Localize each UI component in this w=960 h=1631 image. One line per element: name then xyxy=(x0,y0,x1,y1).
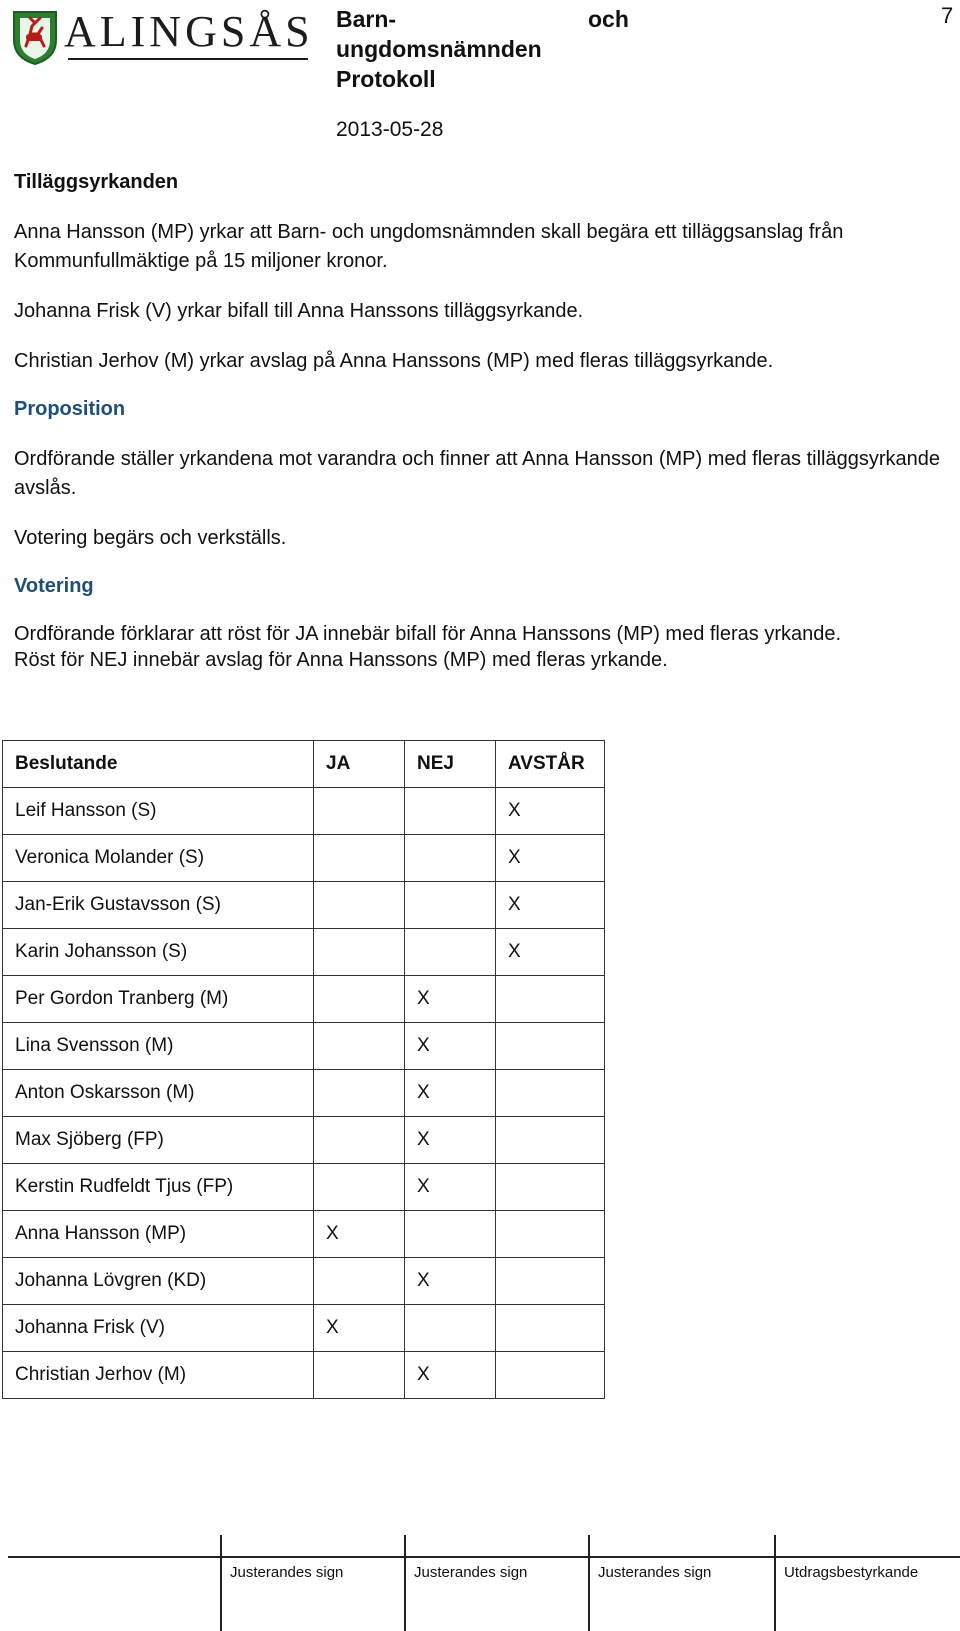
vote-nej xyxy=(405,835,496,882)
header-avstar: AVSTÅR xyxy=(496,741,605,788)
footer-divider xyxy=(588,1535,590,1631)
vote-avstar xyxy=(496,1164,605,1211)
member-name: Per Gordon Tranberg (M) xyxy=(3,976,314,1023)
table-row xyxy=(3,1117,605,1164)
vote-nej: X xyxy=(405,1023,496,1070)
vote-ja xyxy=(314,1352,405,1399)
table-row xyxy=(3,882,605,929)
table-row xyxy=(3,835,605,882)
vote-nej xyxy=(405,882,496,929)
heading-proposition: Proposition xyxy=(14,398,126,420)
vote-ja xyxy=(314,1023,405,1070)
paragraph-votering-begars: Votering begärs och verkställs. xyxy=(14,527,287,549)
member-name: Kerstin Rudfeldt Tjus (FP) xyxy=(3,1164,314,1211)
table-row xyxy=(3,1023,605,1070)
logo-rule xyxy=(68,58,308,60)
paragraph-tillaggsyrkande: Anna Hansson (MP) yrkar att Barn- och ungdomsnämnden skall begära ett tilläggsanslag från Kommunfullmäktige på 15 miljoner kronor. xyxy=(14,221,844,272)
footer-divider xyxy=(220,1535,222,1631)
member-name: Johanna Lövgren (KD) xyxy=(3,1258,314,1305)
table-row xyxy=(3,1211,605,1258)
vote-ja: X xyxy=(314,1305,405,1352)
vote-avstar xyxy=(496,1070,605,1117)
member-name: Jan-Erik Gustavsson (S) xyxy=(3,882,314,929)
coat-of-arms-icon xyxy=(12,10,58,66)
vote-nej xyxy=(405,929,496,976)
header-nej: NEJ xyxy=(405,741,496,788)
table-row xyxy=(3,1070,605,1117)
vote-table-header xyxy=(3,741,605,788)
vote-ja xyxy=(314,929,405,976)
vote-ja xyxy=(314,788,405,835)
table-row xyxy=(3,1164,605,1211)
document-body xyxy=(14,168,944,674)
table-row xyxy=(3,1305,605,1352)
table-row xyxy=(3,1258,605,1305)
footer-justerandes-sign-1: Justerandes sign xyxy=(230,1564,344,1581)
vote-avstar xyxy=(496,1117,605,1164)
member-name: Lina Svensson (M) xyxy=(3,1023,314,1070)
member-name: Leif Hansson (S) xyxy=(3,788,314,835)
vote-avstar xyxy=(496,1023,605,1070)
member-name: Christian Jerhov (M) xyxy=(3,1352,314,1399)
vote-nej: X xyxy=(405,1164,496,1211)
table-row xyxy=(3,1352,605,1399)
vote-avstar xyxy=(496,1211,605,1258)
document-title: Barn- ungdomsnämnden Protokoll xyxy=(336,6,542,92)
municipality-logo xyxy=(12,8,312,70)
table-row xyxy=(3,929,605,976)
paragraph-ja-innebar: Ordförande förklarar att röst för JA innebär bifall för Anna Hanssons (MP) med fleras yrkande. xyxy=(14,623,842,645)
vote-table xyxy=(2,740,605,1399)
vote-ja: X xyxy=(314,1211,405,1258)
document-title-och: och xyxy=(588,6,629,32)
table-row xyxy=(3,788,605,835)
heading-tillaggsyrkanden: Tilläggsyrkanden xyxy=(14,171,179,193)
vote-nej xyxy=(405,1305,496,1352)
member-name: Anton Oskarsson (M) xyxy=(3,1070,314,1117)
vote-nej xyxy=(405,1211,496,1258)
logo-wordmark: ALINGSÅS xyxy=(64,7,314,56)
paragraph-avslag: Christian Jerhov (M) yrkar avslag på Anna Hanssons (MP) med fleras tilläggsyrkande. xyxy=(14,350,774,372)
header-beslutande: Beslutande xyxy=(3,741,314,788)
vote-avstar xyxy=(496,1305,605,1352)
vote-ja xyxy=(314,835,405,882)
vote-avstar xyxy=(496,1352,605,1399)
vote-ja xyxy=(314,1258,405,1305)
member-name: Karin Johansson (S) xyxy=(3,929,314,976)
page-number: 7 xyxy=(941,3,954,28)
vote-nej: X xyxy=(405,976,496,1023)
vote-nej: X xyxy=(405,1117,496,1164)
member-name: Veronica Molander (S) xyxy=(3,835,314,882)
vote-nej: X xyxy=(405,1352,496,1399)
footer-divider xyxy=(404,1535,406,1631)
member-name: Anna Hansson (MP) xyxy=(3,1211,314,1258)
vote-ja xyxy=(314,882,405,929)
vote-avstar: X xyxy=(496,788,605,835)
vote-avstar: X xyxy=(496,929,605,976)
vote-ja xyxy=(314,1164,405,1211)
document-date: 2013-05-28 xyxy=(336,118,444,141)
footer-rule xyxy=(8,1556,960,1558)
footer-divider xyxy=(774,1535,776,1631)
vote-avstar: X xyxy=(496,835,605,882)
vote-nej xyxy=(405,788,496,835)
table-row xyxy=(3,976,605,1023)
footer-utdragsbestyrkande: Utdragsbestyrkande xyxy=(784,1564,919,1581)
vote-nej: X xyxy=(405,1070,496,1117)
vote-ja xyxy=(314,1070,405,1117)
member-name: Max Sjöberg (FP) xyxy=(3,1117,314,1164)
vote-avstar xyxy=(496,1258,605,1305)
vote-ja xyxy=(314,1117,405,1164)
footer-justerandes-sign-2: Justerandes sign xyxy=(414,1564,528,1581)
vote-nej: X xyxy=(405,1258,496,1305)
paragraph-bifall: Johanna Frisk (V) yrkar bifall till Anna Hanssons tilläggsyrkande. xyxy=(14,300,584,322)
vote-ja xyxy=(314,976,405,1023)
footer-justerandes-sign-3: Justerandes sign xyxy=(598,1564,712,1581)
vote-avstar xyxy=(496,976,605,1023)
vote-avstar: X xyxy=(496,882,605,929)
member-name: Johanna Frisk (V) xyxy=(3,1305,314,1352)
header-ja: JA xyxy=(314,741,405,788)
paragraph-proposition: Ordförande ställer yrkandena mot varandra och finner att Anna Hansson (MP) med fleras tilläggsyrkande avslås. xyxy=(14,448,941,499)
heading-votering: Votering xyxy=(14,575,94,597)
paragraph-nej-innebar: Röst för NEJ innebär avslag för Anna Hanssons (MP) med fleras yrkande. xyxy=(14,649,668,671)
